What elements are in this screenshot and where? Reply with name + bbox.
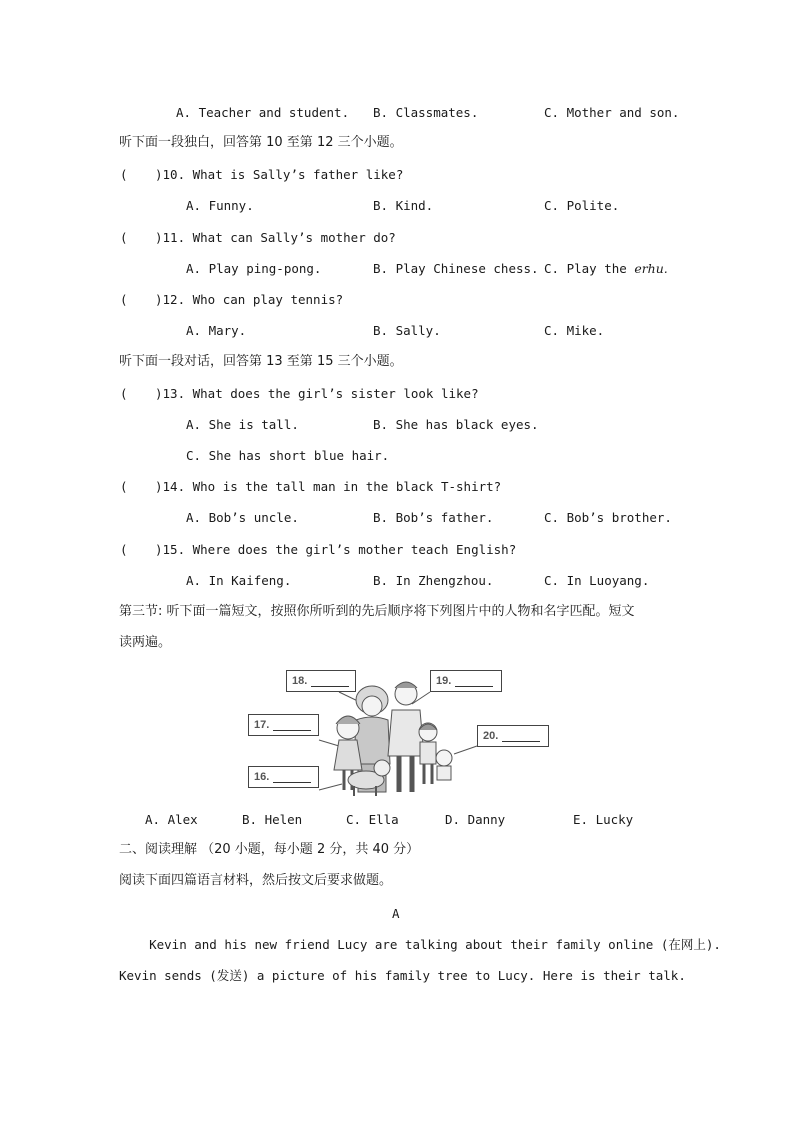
passage-letter: A bbox=[392, 906, 400, 921]
name-option-e: E. Lucky bbox=[573, 812, 634, 827]
q14-question: )14. Who is the tall man in the black T-shirt? bbox=[155, 479, 502, 494]
q14-option-c: C. Bob’s brother. bbox=[544, 510, 672, 525]
section-13-15-instruction: 听下面一段对话，回答第 13 至第 15 三个小题。 bbox=[119, 354, 403, 369]
blank-20[interactable] bbox=[502, 731, 540, 742]
connector-16 bbox=[319, 784, 342, 790]
q15-option-b: B. In Zhengzhou. bbox=[373, 573, 494, 588]
q10-paren: ( bbox=[120, 167, 128, 182]
blank-18[interactable] bbox=[311, 676, 349, 687]
q12-option-a: A. Mary. bbox=[186, 323, 247, 338]
q11-option-c-prefix: C. Play the bbox=[544, 261, 635, 276]
q10-question: )10. What is Sally’s father like? bbox=[155, 167, 404, 182]
q14-option-a: A. Bob’s uncle. bbox=[186, 510, 299, 525]
q13-option-c: C. She has short blue hair. bbox=[186, 448, 390, 463]
label-box-18 bbox=[286, 670, 356, 692]
label-16: 16. bbox=[254, 771, 270, 783]
q15-option-c: C. In Luoyang. bbox=[544, 573, 650, 588]
part2-heading: 二、阅读理解 （20 小题，每小题 2 分，共 40 分） bbox=[119, 842, 420, 857]
q12-option-c: C. Mike. bbox=[544, 323, 605, 338]
q13-paren: ( bbox=[120, 386, 128, 401]
label-box-17 bbox=[248, 714, 319, 736]
name-option-d: D. Danny bbox=[445, 812, 506, 827]
q11-option-c bbox=[544, 261, 668, 277]
passage-line-1: Kevin and his new friend Lucy are talking about their family online (在网上). bbox=[119, 937, 721, 952]
blank-17[interactable] bbox=[273, 720, 311, 731]
section-10-12-instruction: 听下面一段独白，回答第 10 至第 12 三个小题。 bbox=[119, 135, 403, 150]
q9-option-b: B. Classmates. bbox=[373, 105, 479, 120]
q10-option-c: C. Polite. bbox=[544, 198, 620, 213]
name-option-a: A. Alex bbox=[145, 812, 198, 827]
q15-question: )15. Where does the girl’s mother teach English? bbox=[155, 542, 517, 557]
label-18: 18. bbox=[292, 675, 308, 687]
name-option-b: B. Helen bbox=[242, 812, 303, 827]
connector-20 bbox=[454, 746, 477, 754]
q12-option-b: B. Sally. bbox=[373, 323, 441, 338]
section3-instruction-line2: 读两遍。 bbox=[119, 635, 172, 650]
q14-option-b: B. Bob’s father. bbox=[373, 510, 494, 525]
father-figure bbox=[388, 682, 424, 792]
q11-option-a: A. Play ping-pong. bbox=[186, 261, 322, 276]
label-19: 19. bbox=[436, 675, 452, 687]
q12-paren: ( bbox=[120, 292, 128, 307]
q10-option-b: B. Kind. bbox=[373, 198, 434, 213]
q13-question: )13. What does the girl’s sister look like? bbox=[155, 386, 479, 401]
q10-option-a: A. Funny. bbox=[186, 198, 254, 213]
passage-line-2: Kevin sends (发送) a picture of his family tree to Lucy. Here is their talk. bbox=[119, 968, 686, 983]
q9-option-c: C. Mother and son. bbox=[544, 105, 680, 120]
family-illustration bbox=[244, 664, 554, 800]
q11-option-c-erhu: erhu. bbox=[634, 261, 668, 276]
q13-option-b: B. She has black eyes. bbox=[373, 417, 539, 432]
label-box-20 bbox=[477, 725, 549, 747]
q14-paren: ( bbox=[120, 479, 128, 494]
label-20: 20. bbox=[483, 730, 499, 742]
q11-paren: ( bbox=[120, 230, 128, 245]
q9-option-a: A. Teacher and student. bbox=[176, 105, 350, 120]
q12-question: )12. Who can play tennis? bbox=[155, 292, 344, 307]
q15-option-a: A. In Kaifeng. bbox=[186, 573, 292, 588]
part2-instruction: 阅读下面四篇语言材料，然后按文后要求做题。 bbox=[119, 873, 393, 888]
section3-instruction-line1: 第三节: 听下面一篇短文，按照你所听到的先后顺序将下列图片中的人物和名字匹配。短文 bbox=[119, 604, 635, 619]
label-box-16 bbox=[248, 766, 319, 788]
q13-option-a: A. She is tall. bbox=[186, 417, 299, 432]
q11-option-b: B. Play Chinese chess. bbox=[373, 261, 539, 276]
blank-19[interactable] bbox=[455, 676, 493, 687]
boy-figure bbox=[419, 723, 437, 784]
baby-figure bbox=[436, 750, 452, 780]
q15-paren: ( bbox=[120, 542, 128, 557]
connector-17 bbox=[319, 740, 339, 746]
blank-16[interactable] bbox=[273, 772, 311, 783]
label-box-19 bbox=[430, 670, 502, 692]
q11-question: )11. What can Sally’s mother do? bbox=[155, 230, 396, 245]
label-17: 17. bbox=[254, 719, 270, 731]
name-option-c: C. Ella bbox=[346, 812, 399, 827]
